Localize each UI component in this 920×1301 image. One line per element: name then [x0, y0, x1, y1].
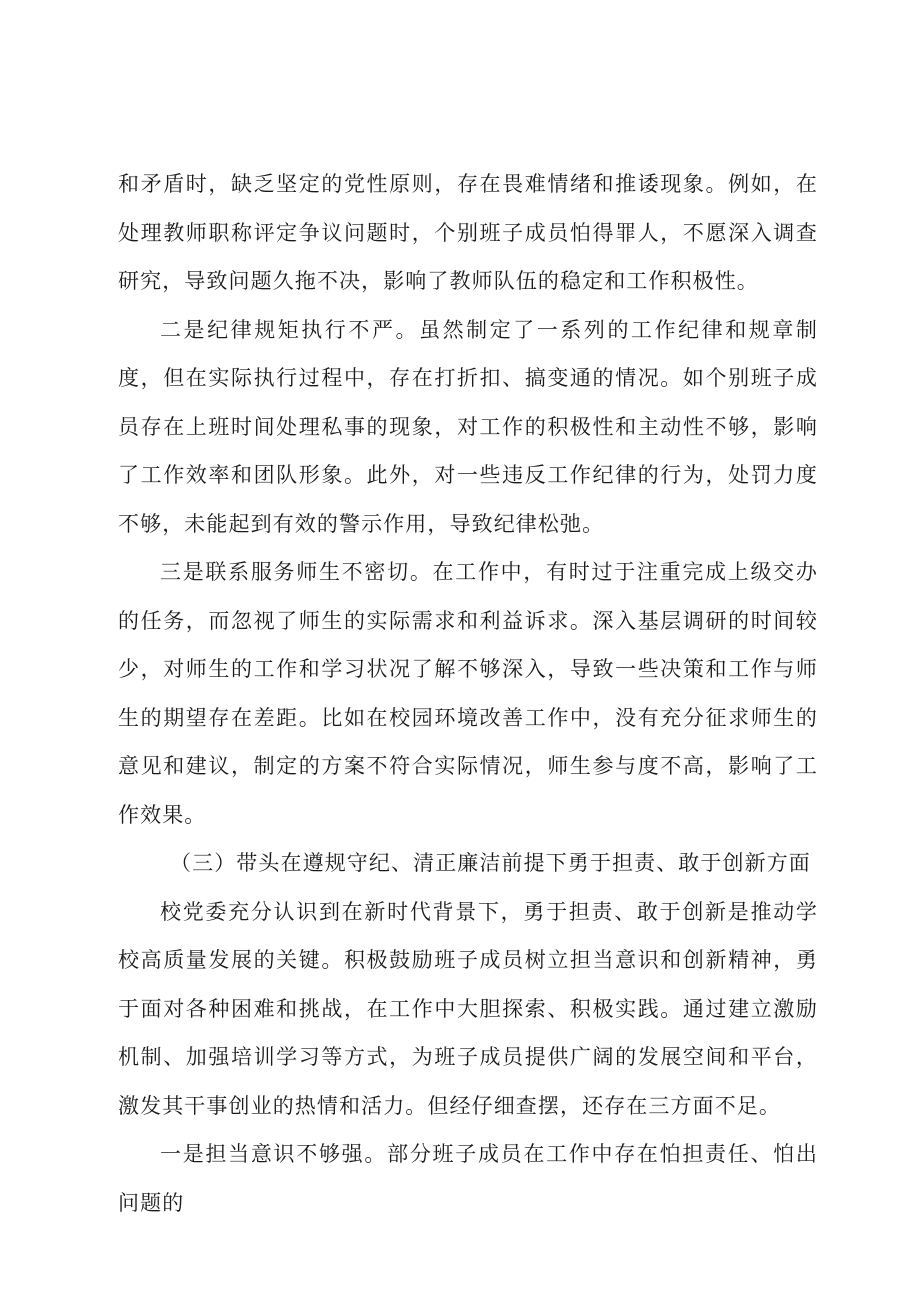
- paragraph-continuation: 和矛盾时，缺乏坚定的党性原则，存在畏难情绪和推诿现象。例如，在处理教师职称评定争议问题时，个别班子成员怕得罪人，不愿深入调查研究，导致问题久拖不决，影响了教师队伍的稳定和工作积极性。: [118, 172, 818, 293]
- paragraph-discipline: 二是纪律规矩执行不严。虽然制定了一系列的工作纪律和规章制度，但在实际执行过程中，存在打折扣、搞变通的情况。如个别班子成员存在上班时间处理私事的现象，对工作的积极性和主动性不够，影响了工作效率和团队形象。此外，对一些违反工作纪律的行为，处罚力度不够，未能起到有效的警示作用，导致纪律松弛。: [118, 317, 818, 536]
- section-heading: （三）带头在遵规守纪、清正廉洁前提下勇于担责、敢于创新方面: [170, 851, 811, 875]
- paragraph-responsibility: 一是担当意识不够强。部分班子成员在工作中存在怕担责任、怕出问题的: [118, 1142, 818, 1215]
- paragraph-innovation: 校党委充分认识到在新时代背景下，勇于担责、敢于创新是推动学校高质量发展的关键。积极鼓励班子成员树立担当意识和创新精神，勇于面对各种困难和挑战，在工作中大胆探索、积极实践。通过建立激励机制、加强培训学习等方式，为班子成员提供广阔的发展空间和平台，激发其干事创业的热情和活力。但经仔细查摆，还存在三方面不足。: [118, 899, 818, 1118]
- document-body: [118, 160, 818, 1227]
- paragraph-contact-service: 三是联系服务师生不密切。在工作中，有时过于注重完成上级交办的任务，而忽视了师生的实际需求和利益诉求。深入基层调研的时间较少，对师生的工作和学习状况了解不够深入，导致一些决策和工作与师生的期望存在差距。比如在校园环境改善工作中，没有充分征求师生的意见和建议，制定的方案不符合实际情况，师生参与度不高，影响了工作效果。: [118, 560, 818, 827]
